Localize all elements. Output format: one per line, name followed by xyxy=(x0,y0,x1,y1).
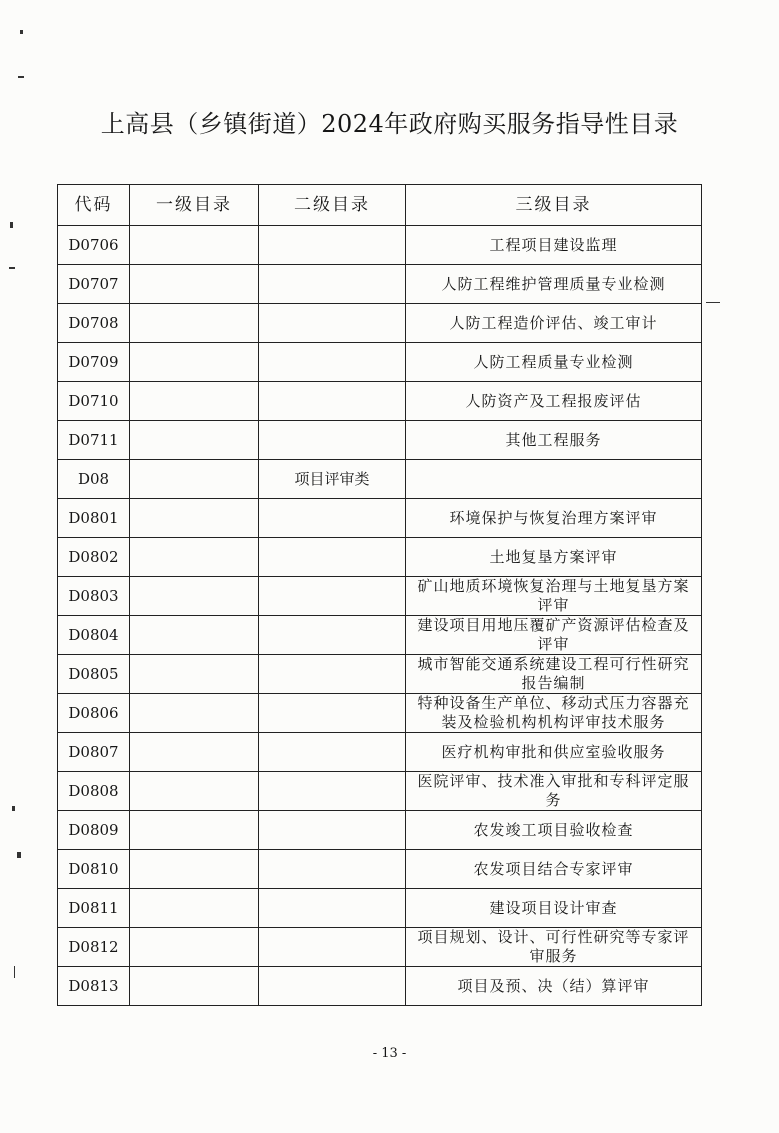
code-cell: D0708 xyxy=(58,304,130,343)
header-code: 代码 xyxy=(58,185,130,226)
level1-cell xyxy=(130,616,259,655)
level1-cell xyxy=(130,265,259,304)
table-row xyxy=(58,226,702,265)
table-row xyxy=(58,460,702,499)
scan-mark xyxy=(17,852,21,858)
level3-cell: 建设项目用地压覆矿产资源评估检查及评审 xyxy=(406,616,702,655)
level1-cell xyxy=(130,382,259,421)
table-row xyxy=(58,265,702,304)
table-body xyxy=(58,226,702,1006)
level1-cell xyxy=(130,967,259,1006)
level1-cell xyxy=(130,694,259,733)
code-cell: D0810 xyxy=(58,850,130,889)
level2-cell xyxy=(259,694,406,733)
code-cell: D0807 xyxy=(58,733,130,772)
scan-mark xyxy=(18,76,24,78)
level3-cell: 城市智能交通系统建设工程可行性研究报告编制 xyxy=(406,655,702,694)
level3-cell: 环境保护与恢复治理方案评审 xyxy=(406,499,702,538)
level2-cell xyxy=(259,928,406,967)
level1-cell xyxy=(130,577,259,616)
level1-cell xyxy=(130,304,259,343)
level2-cell xyxy=(259,889,406,928)
level3-cell: 特种设备生产单位、移动式压力容器充装及检验机构机构评审技术服务 xyxy=(406,694,702,733)
table-row xyxy=(58,616,702,655)
level3-cell: 人防工程造价评估、竣工审计 xyxy=(406,304,702,343)
level1-cell xyxy=(130,343,259,382)
level1-cell xyxy=(130,772,259,811)
level1-cell xyxy=(130,538,259,577)
level2-cell xyxy=(259,811,406,850)
level3-cell: 农发竣工项目验收检查 xyxy=(406,811,702,850)
level3-cell: 项目及预、决（结）算评审 xyxy=(406,967,702,1006)
level3-cell: 人防资产及工程报废评估 xyxy=(406,382,702,421)
level3-cell: 人防工程维护管理质量专业检测 xyxy=(406,265,702,304)
level3-cell: 工程项目建设监理 xyxy=(406,226,702,265)
scan-mark xyxy=(9,267,15,269)
table-row xyxy=(58,967,702,1006)
level1-cell xyxy=(130,889,259,928)
level2-cell xyxy=(259,265,406,304)
scan-mark xyxy=(20,30,23,34)
code-cell: D0804 xyxy=(58,616,130,655)
table-header-row xyxy=(58,185,702,226)
level3-cell: 其他工程服务 xyxy=(406,421,702,460)
level2-cell xyxy=(259,421,406,460)
code-cell: D0805 xyxy=(58,655,130,694)
level2-cell xyxy=(259,538,406,577)
level1-cell xyxy=(130,226,259,265)
code-cell: D0811 xyxy=(58,889,130,928)
table-row xyxy=(58,382,702,421)
level3-cell xyxy=(406,460,702,499)
code-cell: D0812 xyxy=(58,928,130,967)
level3-cell: 项目规划、设计、可行性研究等专家评审服务 xyxy=(406,928,702,967)
table-row xyxy=(58,889,702,928)
level2-cell xyxy=(259,499,406,538)
code-cell: D0710 xyxy=(58,382,130,421)
level3-cell: 土地复垦方案评审 xyxy=(406,538,702,577)
code-cell: D0806 xyxy=(58,694,130,733)
code-cell: D0813 xyxy=(58,967,130,1006)
level1-cell xyxy=(130,655,259,694)
level2-cell xyxy=(259,850,406,889)
code-cell: D0706 xyxy=(58,226,130,265)
code-cell: D08 xyxy=(58,460,130,499)
level2-cell xyxy=(259,733,406,772)
catalog-table xyxy=(57,184,702,1006)
level2-cell: 项目评审类 xyxy=(259,460,406,499)
level2-cell xyxy=(259,616,406,655)
table-row xyxy=(58,772,702,811)
code-cell: D0802 xyxy=(58,538,130,577)
code-cell: D0801 xyxy=(58,499,130,538)
level1-cell xyxy=(130,733,259,772)
level3-cell: 人防工程质量专业检测 xyxy=(406,343,702,382)
table-row xyxy=(58,811,702,850)
table-row xyxy=(58,928,702,967)
table-row xyxy=(58,304,702,343)
table-row xyxy=(58,343,702,382)
code-cell: D0707 xyxy=(58,265,130,304)
table-row xyxy=(58,655,702,694)
level1-cell xyxy=(130,499,259,538)
level1-cell xyxy=(130,928,259,967)
level3-cell: 农发项目结合专家评审 xyxy=(406,850,702,889)
scan-mark xyxy=(14,966,15,978)
level2-cell xyxy=(259,967,406,1006)
code-cell: D0803 xyxy=(58,577,130,616)
level1-cell xyxy=(130,811,259,850)
scan-mark xyxy=(12,806,15,811)
level1-cell xyxy=(130,850,259,889)
table-row xyxy=(58,421,702,460)
table-row xyxy=(58,694,702,733)
scan-mark xyxy=(706,302,720,303)
code-cell: D0709 xyxy=(58,343,130,382)
level2-cell xyxy=(259,343,406,382)
level2-cell xyxy=(259,772,406,811)
level1-cell xyxy=(130,460,259,499)
header-level1: 一级目录 xyxy=(130,185,259,226)
level2-cell xyxy=(259,655,406,694)
level3-cell: 医院评审、技术准入审批和专科评定服务 xyxy=(406,772,702,811)
code-cell: D0808 xyxy=(58,772,130,811)
code-cell: D0711 xyxy=(58,421,130,460)
table-row xyxy=(58,733,702,772)
page-title: 上高县（乡镇街道）2024年政府购买服务指导性目录 xyxy=(100,110,679,138)
level3-cell: 矿山地质环境恢复治理与土地复垦方案评审 xyxy=(406,577,702,616)
level2-cell xyxy=(259,577,406,616)
header-level3: 三级目录 xyxy=(406,185,702,226)
level2-cell xyxy=(259,304,406,343)
scan-mark xyxy=(10,222,13,228)
level3-cell: 建设项目设计审查 xyxy=(406,889,702,928)
table-row xyxy=(58,499,702,538)
header-level2: 二级目录 xyxy=(259,185,406,226)
level1-cell xyxy=(130,421,259,460)
table-row xyxy=(58,850,702,889)
page-number: - 13 - xyxy=(372,1046,407,1061)
code-cell: D0809 xyxy=(58,811,130,850)
level2-cell xyxy=(259,226,406,265)
level3-cell: 医疗机构审批和供应室验收服务 xyxy=(406,733,702,772)
table-row xyxy=(58,538,702,577)
level2-cell xyxy=(259,382,406,421)
table-row xyxy=(58,577,702,616)
